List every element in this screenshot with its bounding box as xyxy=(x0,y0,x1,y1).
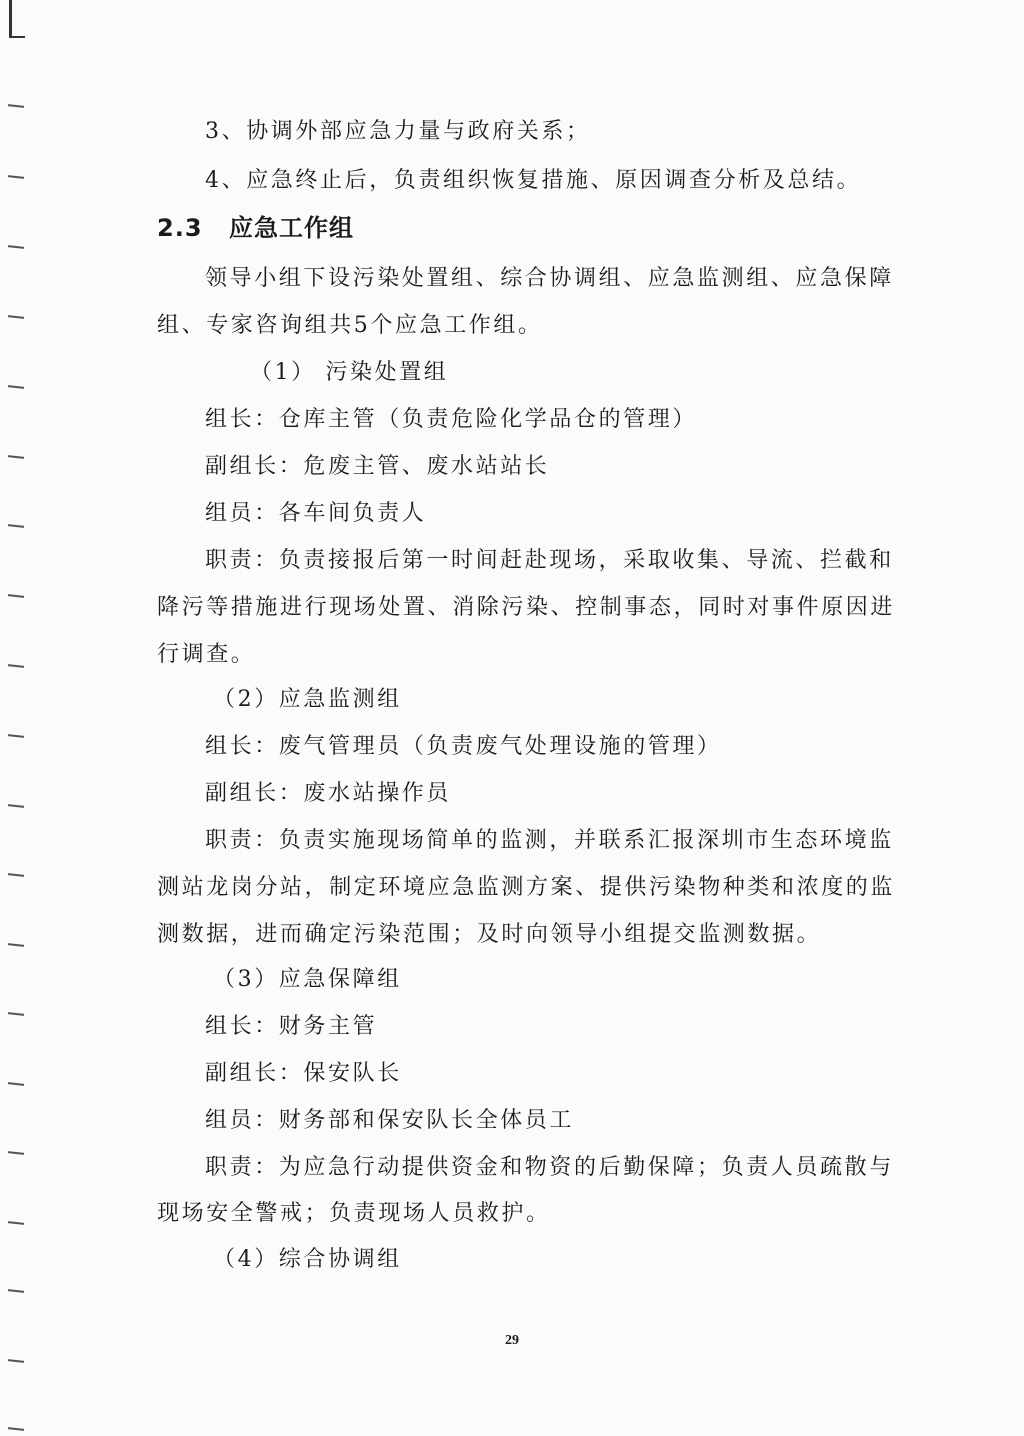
paragraph-line: 副组长：保安队长 xyxy=(205,1061,402,1086)
margin-tick xyxy=(8,1221,24,1225)
margin-tick xyxy=(8,664,24,668)
margin-tick xyxy=(8,455,24,459)
paragraph-line: 测站龙岗分站，制定环境应急监测方案、提供污染物种类和浓度的监 xyxy=(157,875,896,900)
margin-tick xyxy=(8,1082,24,1086)
margin-tick xyxy=(8,943,24,947)
margin-tick xyxy=(8,594,24,598)
margin-tick xyxy=(8,873,24,877)
margin-tick xyxy=(8,1151,24,1155)
paragraph-line: 副组长：危废主管、废水站站长 xyxy=(205,454,550,479)
subsection-title: （3）应急保障组 xyxy=(213,967,402,992)
paragraph-line: 组、专家咨询组共5个应急工作组。 xyxy=(157,313,543,338)
section-number: 2.3 xyxy=(157,214,203,242)
margin-tick xyxy=(8,175,24,179)
margin-tick xyxy=(8,1427,24,1431)
paragraph-line: 职责：为应急行动提供资金和物资的后勤保障；负责人员疏散与 xyxy=(205,1155,894,1180)
margin-tick xyxy=(8,734,24,738)
paragraph-line: 组长：废气管理员（负责废气处理设施的管理） xyxy=(205,734,722,759)
page-number: 29 xyxy=(505,1333,519,1348)
margin-tick xyxy=(8,385,24,389)
margin-tick xyxy=(8,315,24,319)
paragraph-line: 职责：负责实施现场简单的监测，并联系汇报深圳市生态环境监 xyxy=(205,828,894,853)
paragraph-line: 降污等措施进行现场处置、消除污染、控制事态，同时对事件原因进 xyxy=(157,595,896,620)
margin-tick xyxy=(8,1289,24,1293)
list-item-3: 3、协调外部应急力量与政府关系； xyxy=(205,119,591,144)
paragraph-line: 领导小组下设污染处置组、综合协调组、应急监测组、应急保障 xyxy=(205,266,894,291)
margin-tick xyxy=(8,1359,24,1363)
section-heading xyxy=(157,213,354,243)
paragraph-line: 组员：各车间负责人 xyxy=(205,501,427,526)
paragraph-line: 组长：财务主管 xyxy=(205,1014,378,1039)
subsection-title: （2）应急监测组 xyxy=(213,687,402,712)
paragraph-line: 组长：仓库主管（负责危险化学品仓的管理） xyxy=(205,407,698,432)
margin-tick xyxy=(8,245,24,249)
margin-tick xyxy=(8,104,24,108)
paragraph-line: 测数据，进而确定污染范围；及时向领导小组提交监测数据。 xyxy=(157,922,822,947)
margin-tick xyxy=(8,804,24,808)
list-item-4: 4、应急终止后，负责组织恢复措施、原因调查分析及总结。 xyxy=(205,168,862,193)
paragraph-line: 现场安全警戒；负责现场人员救护。 xyxy=(157,1201,551,1226)
margin-tick xyxy=(8,524,24,528)
subsection-title: （4）综合协调组 xyxy=(213,1247,402,1272)
subsection-title: （1） 污染处置组 xyxy=(250,360,449,385)
paragraph-line: 职责：负责接报后第一时间赶赴现场，采取收集、导流、拦截和 xyxy=(205,548,894,573)
margin-tick xyxy=(8,1012,24,1016)
paragraph-line: 组员：财务部和保安队长全体员工 xyxy=(205,1108,575,1133)
section-title: 应急工作组 xyxy=(229,214,354,242)
binding-mark xyxy=(9,0,12,38)
paragraph-line: 副组长：废水站操作员 xyxy=(205,781,452,806)
paragraph-line: 行调查。 xyxy=(157,642,256,667)
binding-mark-foot xyxy=(9,36,25,38)
